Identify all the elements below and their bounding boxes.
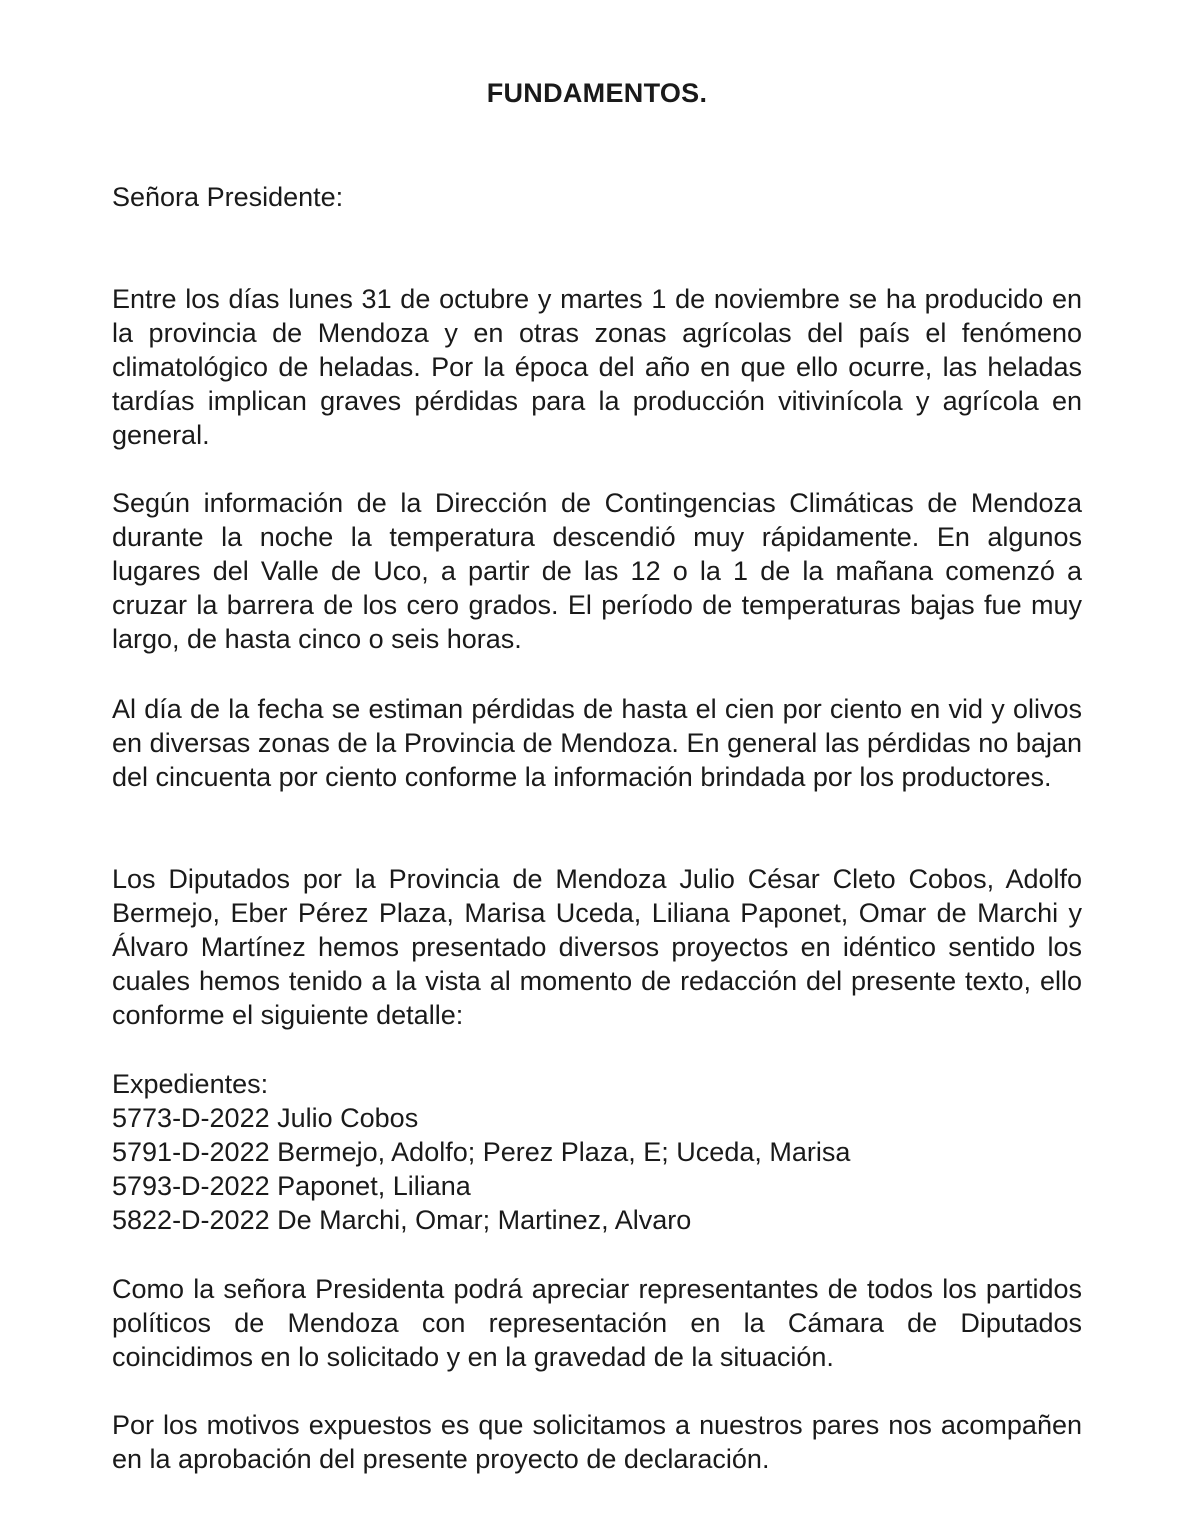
paragraph-climate-report: Según información de la Dirección de Contingencias Climáticas de Mendoza durante la noche la temperatura descendió muy rápidamente. En algunos lugares del Valle de Uco, a partir de las 12 o la 1 de la mañana comenzó a cruzar la barrera de los cero grados. El período de temperaturas bajas fue muy largo, de hasta cinco o seis horas. — [112, 488, 1082, 654]
expediente-item: 5822-D-2022 De Marchi, Omar; Martinez, Alvaro — [112, 1205, 692, 1235]
paragraph-closing: Por los motivos expuestos es que solicitamos a nuestros pares nos acompañen en la aprobación del presente proyecto de declaración. — [112, 1410, 1082, 1474]
salutation: Señora Presidente: — [112, 182, 344, 212]
expediente-item: 5791-D-2022 Bermejo, Adolfo; Perez Plaza, E; Uceda, Marisa — [112, 1137, 851, 1167]
expedientes-heading: Expedientes: — [112, 1069, 269, 1099]
expediente-item: 5773-D-2022 Julio Cobos — [112, 1103, 419, 1133]
paragraph-deputies: Los Diputados por la Provincia de Mendoza Julio César Cleto Cobos, Adolfo Bermejo, Eber Pérez Plaza, Marisa Uceda, Liliana Paponet, Omar de Marchi y Álvaro Martínez hemos presentado diversos proyectos en idéntico sentido los cuales hemos tenido a la vista al momento de redacción del presente texto, ello conforme el siguiente detalle: — [112, 864, 1082, 1030]
paragraph-frost-event: Entre los días lunes 31 de octubre y martes 1 de noviembre se ha producido en la provincia de Mendoza y en otras zonas agrícolas del país el fenómeno climatológico de heladas. Por la época del año en que ello ocurre, las heladas tardías implican graves pérdidas para la producción vitivinícola y agrícola en general. — [112, 284, 1082, 450]
document-title: FUNDAMENTOS. — [486, 78, 708, 108]
paragraph-losses: Al día de la fecha se estiman pérdidas de hasta el cien por ciento en vid y olivos en diversas zonas de la Provincia de Mendoza. En general las pérdidas no bajan del cincuenta por ciento conforme la información brindada por los productores. — [112, 694, 1082, 792]
paragraph-consensus: Como la señora Presidenta podrá apreciar representantes de todos los partidos políticos de Mendoza con representación en la Cámara de Diputados coincidimos en lo solicitado y en la gravedad de la situación. — [112, 1274, 1082, 1372]
expediente-item: 5793-D-2022 Paponet, Liliana — [112, 1171, 471, 1201]
expedientes-list — [112, 1067, 850, 1237]
